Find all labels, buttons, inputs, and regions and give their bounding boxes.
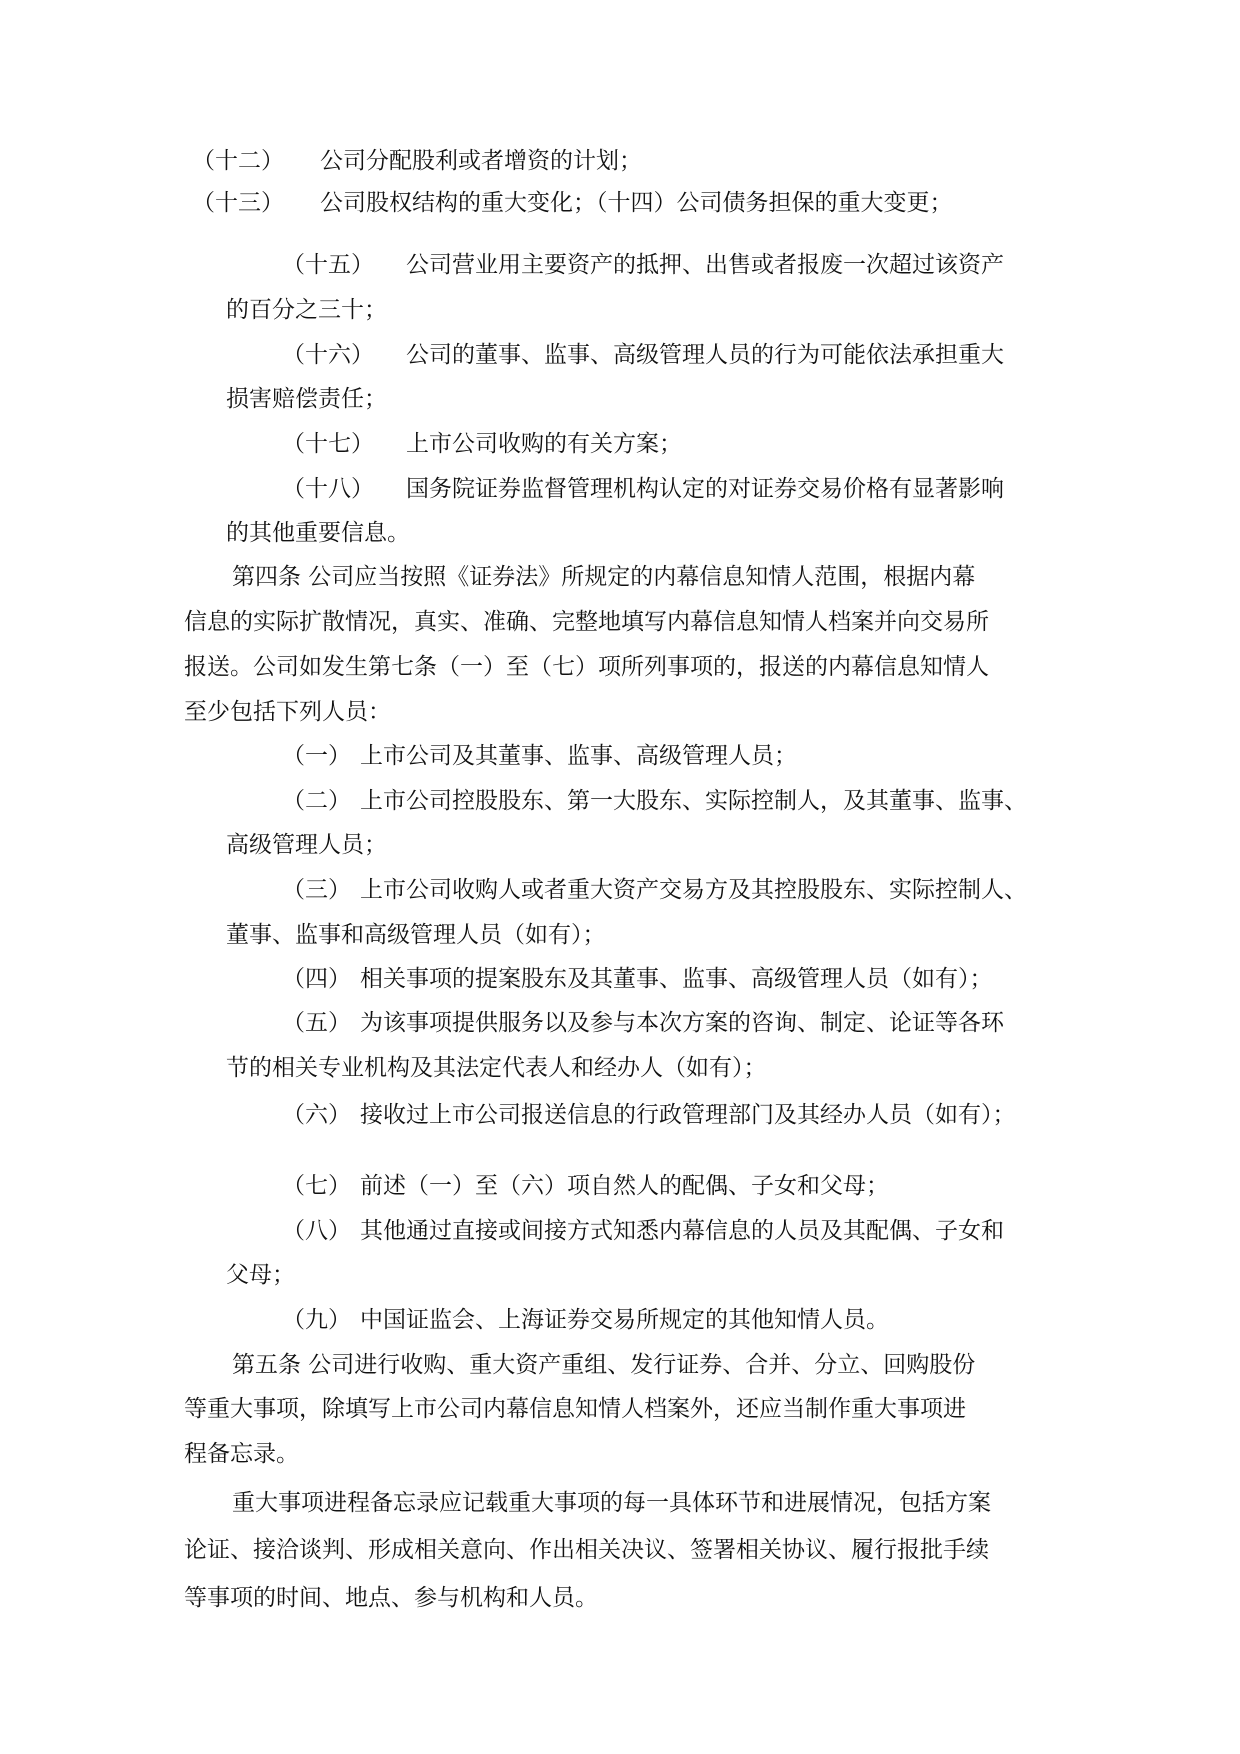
item-number: （十七） <box>282 431 374 457</box>
list-item <box>282 741 797 771</box>
memo-line: 论证、接洽谈判、形成相关意向、作出相关决议、签署相关协议、履行报批手续 <box>184 1537 989 1563</box>
item-number: （十二） <box>192 148 284 174</box>
article-4-line: 信息的实际扩散情况，真实、准确、完整地填写内幕信息知情人档案并向交易所 <box>184 609 989 635</box>
list-item <box>282 474 1004 504</box>
item-continuation: 高级管理人员； <box>226 832 387 858</box>
list-item <box>282 1305 889 1335</box>
item-text: 上市公司收购人或者重大资产交易方及其控股股东、实际控制人、 <box>360 877 1027 903</box>
item-number: （七） <box>282 1173 351 1199</box>
item-text: 上市公司控股股东、第一大股东、实际控制人，及其董事、监事、 <box>360 788 1027 814</box>
list-item <box>282 250 1004 280</box>
item-text: 公司股权结构的重大变化；（十四）公司债务担保的重大变更； <box>320 190 953 216</box>
item-number: （十八） <box>282 476 374 502</box>
article-4-line: 至少包括下列人员： <box>184 699 391 725</box>
item-text: 公司的董事、监事、高级管理人员的行为可能依法承担重大 <box>406 342 1004 368</box>
list-item <box>282 1008 1004 1038</box>
item-text: 为该事项提供服务以及参与本次方案的咨询、制定、论证等各环 <box>360 1010 1004 1036</box>
list-item <box>282 429 682 459</box>
list-item <box>192 146 642 176</box>
item-text: 其他通过直接或间接方式知悉内幕信息的人员及其配偶、子女和 <box>360 1218 1004 1244</box>
item-text: 上市公司及其董事、监事、高级管理人员； <box>360 743 797 769</box>
item-text: 接收过上市公司报送信息的行政管理部门及其经办人员（如有）； <box>360 1102 1016 1128</box>
article-4-line: 第四条 公司应当按照《证券法》所规定的内幕信息知情人范围，根据内幕 <box>232 564 976 590</box>
article-5-line: 等重大事项，除填写上市公司内幕信息知情人档案外，还应当制作重大事项进 <box>184 1396 966 1422</box>
item-continuation: 父母； <box>226 1262 295 1288</box>
list-item <box>282 786 1027 816</box>
memo-line: 重大事项进程备忘录应记载重大事项的每一具体环节和进展情况，包括方案 <box>232 1490 991 1516</box>
item-number: （八） <box>282 1218 351 1244</box>
article-4-line: 报送。公司如发生第七条（一）至（七）项所列事项的，报送的内幕信息知情人 <box>184 654 989 680</box>
list-item <box>282 1171 889 1201</box>
item-continuation: 的百分之三十； <box>226 297 387 323</box>
article-5-line: 第五条 公司进行收购、重大资产重组、发行证券、合并、分立、回购股份 <box>232 1352 976 1378</box>
item-number: （十六） <box>282 342 374 368</box>
item-continuation: 损害赔偿责任； <box>226 386 387 412</box>
item-text: 相关事项的提案股东及其董事、监事、高级管理人员（如有）； <box>360 966 993 992</box>
item-number: （十三） <box>192 190 284 216</box>
item-text: 国务院证券监督管理机构认定的对证券交易价格有显著影响 <box>406 476 1004 502</box>
list-item <box>282 875 1027 905</box>
item-number: （三） <box>282 877 351 903</box>
item-number: （十五） <box>282 252 374 278</box>
list-item <box>282 1100 1016 1130</box>
item-text: 前述（一）至（六）项自然人的配偶、子女和父母； <box>360 1173 889 1199</box>
item-number: （四） <box>282 966 351 992</box>
list-item <box>282 1216 1004 1246</box>
item-text: 上市公司收购的有关方案； <box>406 431 682 457</box>
item-continuation: 的其他重要信息。 <box>226 520 410 546</box>
item-continuation: 董事、监事和高级管理人员（如有）； <box>226 922 606 948</box>
article-5-line: 程备忘录。 <box>184 1441 299 1467</box>
item-continuation: 节的相关专业机构及其法定代表人和经办人（如有）； <box>226 1055 767 1081</box>
item-number: （九） <box>282 1307 351 1333</box>
item-text: 公司分配股利或者增资的计划； <box>320 148 642 174</box>
item-number: （六） <box>282 1102 351 1128</box>
memo-line: 等事项的时间、地点、参与机构和人员。 <box>184 1585 598 1611</box>
list-item <box>282 340 1004 370</box>
item-number: （五） <box>282 1010 351 1036</box>
list-item <box>282 964 993 994</box>
item-number: （二） <box>282 788 351 814</box>
item-text: 公司营业用主要资产的抵押、出售或者报废一次超过该资产 <box>406 252 1004 278</box>
item-number: （一） <box>282 743 351 769</box>
item-text: 中国证监会、上海证券交易所规定的其他知情人员。 <box>360 1307 889 1333</box>
list-item <box>192 188 953 218</box>
